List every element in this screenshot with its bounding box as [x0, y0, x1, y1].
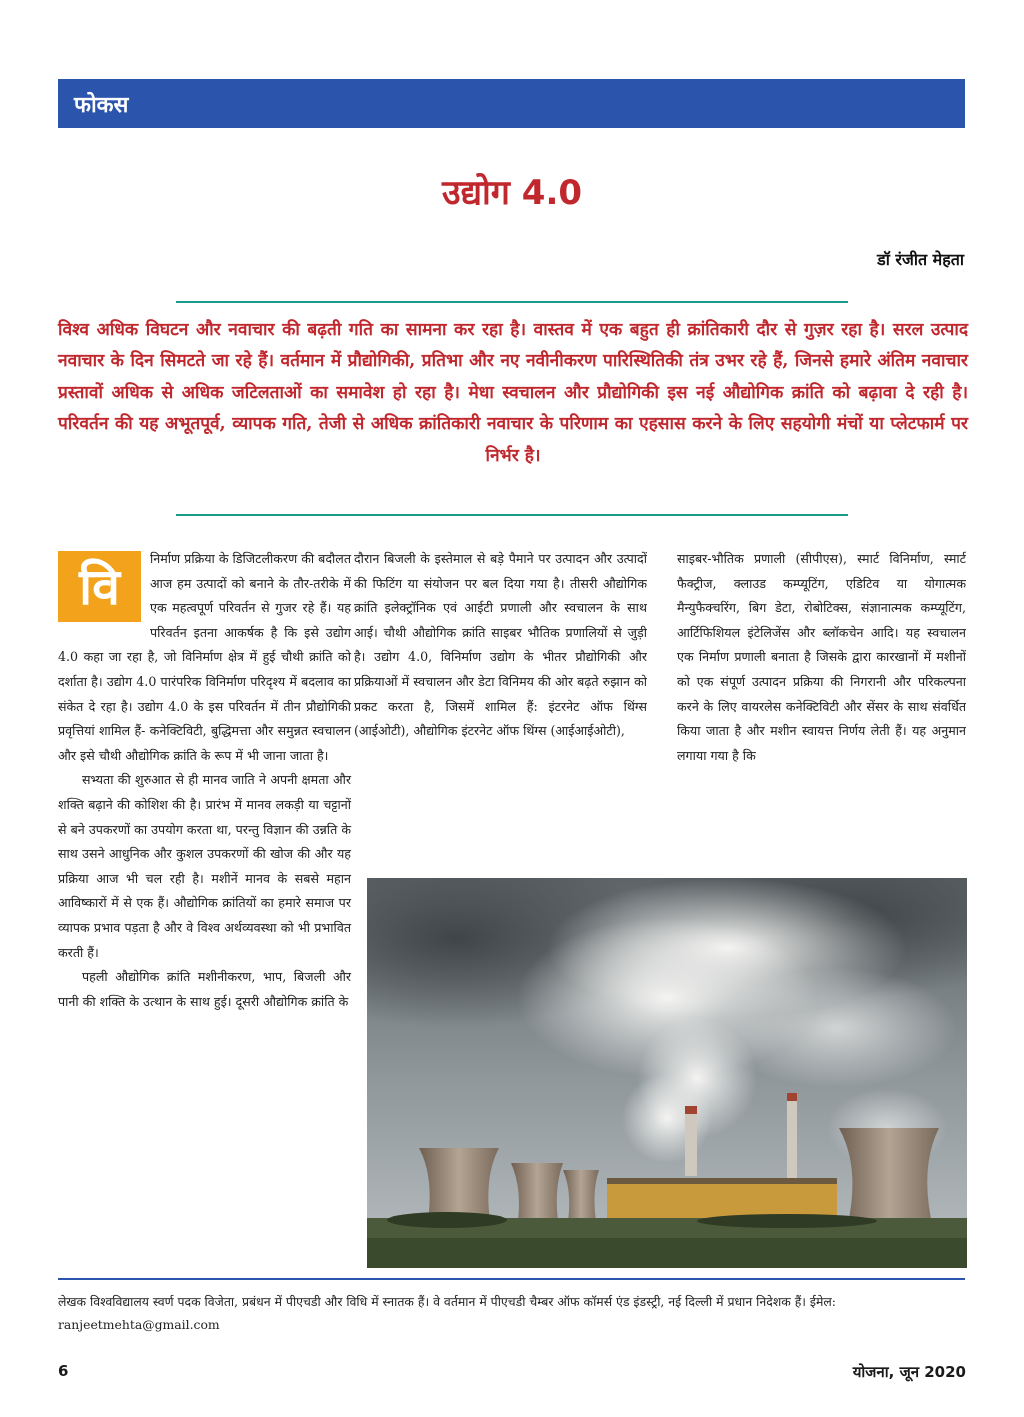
paragraph: पहली औद्योगिक क्रांति मशीनीकरण, भाप, बिजली और पानी की शक्ति के उत्थान के साथ हुई। दूसरी औद्योगिक क्रांति के [58, 969, 351, 1009]
paragraph: निर्माण प्रक्रिया के डिजिटलीकरण की बदौलत आज हम उत्पादों को बनाने के तौर-तरीके में एक महत्वपूर्ण परिवर्तन से गुजर रहे हैं। यह परिवर्तन इतना आकर्षक है कि इसे उद्योग 4.0 कहा जा रहा है, जो विनिर्माण क्षेत्र में हुई चौथी क्रांति को दर्शाता है। उद्योग 4.0 पारंपरिक विनिर्माण परिदृश्य में बदलाव का संकेत दे रहा है। उद्योग 4.0 के इस परिवर्तन में तीन प्रौद्योगिकी प्रवृत्तियां शामिल हैं- कनेक्टिविटी, बुद्धिमत्ता और समुन्नत स्वचालन और इसे चौथी औद्योगिक क्रांति के रूप में भी जाना जाता है। [58, 551, 351, 763]
intro-bottom-rule [176, 514, 848, 516]
issue-label: योजना, जून 2020 [852, 1363, 966, 1381]
page-number: 6 [58, 1362, 69, 1380]
body-column-1 [58, 547, 351, 1267]
body-column-3 [677, 547, 966, 863]
footnote-rule [58, 1278, 965, 1280]
article-title: उद्योग 4.0 [441, 173, 583, 213]
dropcap: वि [58, 551, 141, 622]
author-footnote: लेखक विश्वविद्यालय स्वर्ण पदक विजेता, प्रबंधन में पीएचडी और विधि में स्नातक हैं। वे वर्तमान में पीएचडी चैम्बर ऑफ कॉमर्स एंड इंडस्ट्री, नई दिल्ली में प्रधान निदेशक हैं। ईमेल: ranjeetmehta@gmail.com [58, 1294, 836, 1332]
cooling-towers-photo [367, 878, 967, 1268]
paragraph: साइबर-भौतिक प्रणाली (सीपीएस), स्मार्ट विनिर्माण, स्मार्ट फैक्ट्रीज, क्लाउड कम्प्यूटिंग, एडिटिव या योगात्मक मैन्युफैक्चरिंग, बिग डेटा, रोबोटिक्स, संज्ञानात्मक कम्प्यूटिंग, आर्टिफिशियल इंटेलिजेंस और ब्लॉकचेन आदि। यह स्वचालन एक निर्माण प्रणाली बनाता है जिसके द्वारा कारखानों में मशीनों को एक संपूर्ण उत्पादन प्रक्रिया की निगरानी और परिकल्पना करने के लिए वायरलेस कनेक्टिविटी और सेंसर के साथ संवर्धित किया जाता है और मशीन स्वायत्त निर्णय लेती हैं। यह अनुमान लगाया गया है कि [677, 551, 966, 763]
section-label: फोकस [74, 92, 129, 118]
article-author: डॉ रंजीत मेहता [877, 250, 964, 269]
paragraph: दौरान बिजली के इस्तेमाल से बड़े पैमाने पर उत्पादन और उत्पादों की फिटिंग या संयोजन पर बल दिया गया है। तीसरी औद्योगिक क्रांति इलेक्ट्रॉनिक एवं आईटी प्रणाली और स्वचालन के साथ आई। चौथी औद्योगिक क्रांति साइबर भौतिक प्रणालियों से जुड़ी है। उद्योग 4.0, विनिर्माण उद्योग के भीतर प्रौद्योगिकी और प्रक्रियाओं में स्वचालन और डेटा विनिमय की ओर बढ़ते रुझान को प्रकट करता है, जिसमें शामिल हैं: इंटरनेट ऑफ थिंग्स (आईओटी), औद्योगिक इंटरनेट ऑफ थिंग्स (आईआईओटी), [354, 551, 647, 739]
section-banner [58, 79, 965, 128]
paragraph: सभ्यता की शुरुआत से ही मानव जाति ने अपनी क्षमता और शक्ति बढ़ाने की कोशिश की है। प्रारंभ में मानव लकड़ी या चट्टानों से बने उपकरणों का उपयोग करता था, परन्तु विज्ञान की उन्नति के साथ उसने आधुनिक और कुशल उपकरणों की खोज की और यह प्रक्रिया आज भी चल रही है। मशीनें मानव के सबसे महान आविष्कारों में से एक हैं। औद्योगिक क्रांतियों का हमारे समाज पर व्यापक प्रभाव पड़ता है और वे विश्व अर्थव्यवस्था को भी प्रभावित करती हैं। [58, 772, 351, 960]
intro-top-rule [176, 301, 848, 303]
article-intro: विश्व अधिक विघटन और नवाचार की बढ़ती गति का सामना कर रहा है। वास्तव में एक बहुत ही क्रांतिकारी दौर से गुज़र रहा है। सरल उत्पाद नवाचार के दिन सिमटते जा रहे हैं। वर्तमान में प्रौद्योगिकी, प्रतिभा और नए नवीनीकरण पारिस्थितिकी तंत्र उभर रहे हैं, जिनसे हमारे अंतिम नवाचार प्रस्तावों अधिक से अधिक जटिलताओं का समावेश हो रहा है। मेधा स्वचालन और प्रौद्योगिकी इस नई औद्योगिक क्रांति को बढ़ावा दे रही है। परिवर्तन की यह अभूतपूर्व, व्यापक गति, तेजी से अधिक क्रांतिकारी नवाचार के परिणाम का एहसास करने के लिए सहयोगी मंचों या प्लेटफार्म पर निर्भर है। [58, 320, 968, 466]
body-column-2 [354, 547, 647, 863]
